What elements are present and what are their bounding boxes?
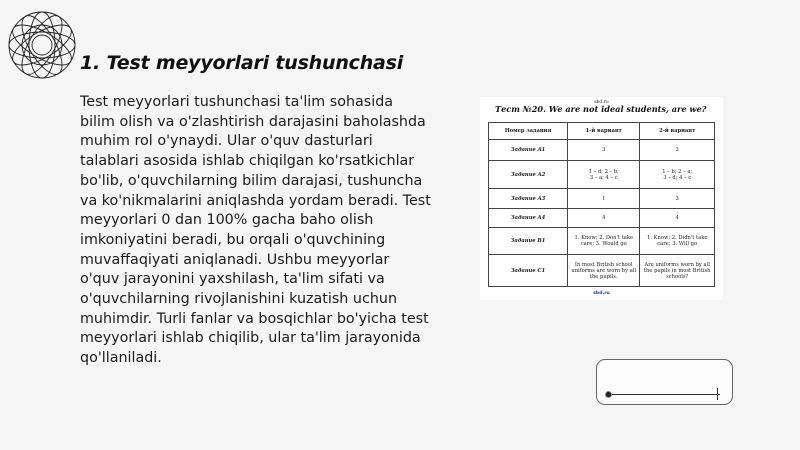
answer-table (488, 122, 715, 287)
variant-1-cell: 1. Know; 2. Don't take care; 3. Would go (568, 228, 640, 255)
variant-2-cell: 3 (640, 189, 715, 209)
table-row (489, 161, 715, 189)
variant-1-cell: 4 (568, 209, 640, 228)
task-cell: Задание C1 (489, 255, 568, 287)
task-cell: Задание A4 (489, 209, 568, 228)
table-row (489, 209, 715, 228)
header-task: Номер задания (489, 123, 568, 140)
answer-table-header (489, 123, 715, 140)
track-end-marker (717, 388, 718, 400)
variant-2-cell: Are uniforms worn by all the pupils in most British schools? (640, 255, 715, 287)
audio-player[interactable] (596, 359, 733, 405)
slide-title: 1. Test meyyorlari tushunchasi (80, 52, 404, 74)
image-caption-bottom: sbd.ru (593, 291, 610, 296)
table-row (489, 255, 715, 287)
variant-2-cell: 4 (640, 209, 715, 228)
variant-1-cell: 1 (568, 189, 640, 209)
seek-track[interactable] (612, 394, 720, 395)
header-variant-1: 1-й вариант (568, 123, 640, 140)
table-row (489, 140, 715, 161)
variant-2-cell: 1 – b; 2 – a; 3 – d; 4 – c (640, 161, 715, 189)
variant-2-cell: 3 (640, 140, 715, 161)
task-cell: Задание B1 (489, 228, 568, 255)
table-row (489, 228, 715, 255)
variant-1-cell: 3 (568, 140, 640, 161)
decorative-rosette-icon (4, 4, 80, 86)
test-title: Тест №20. We are not ideal students, are we? (495, 104, 707, 114)
image-caption-top: sbd.ru (594, 100, 609, 105)
header-variant-2: 2-й вариант (640, 123, 715, 140)
playhead-handle[interactable] (605, 391, 612, 398)
table-row (489, 189, 715, 209)
variant-1-cell: 1 – d; 2 – b; 3 – a; 4 – c (568, 161, 640, 189)
answer-key-image (480, 97, 723, 300)
task-cell: Задание A1 (489, 140, 568, 161)
slide-paragraph: Test meyyorlari tushunchasi ta'lim sohasida bilim olish va o'zlashtirish darajasini baholashda muhim rol o'ynaydi. Ular o'quv dasturlari talablari asosida ishlab chiqilgan ko'rsatkichlar bo'lib, o'quvchilarning bilim darajasi, tushuncha va ko'nikmalarini aniqlashda yordam beradi. Test meyyorlari 0 dan 100% gacha baho olish imkoniyatini beradi, bu orqali o'quvchining muvaffaqiyati aniqlanadi. Ushbu meyyorlar o'quv jarayonini yaxshilash, ta'lim sifati va o'quvchilarning rivojlanishini kuzatish uchun muhimdir. Turli fanlar va bosqichlar bo'yicha test meyyorlari ishlab chiqilib, ular ta'lim jarayonida qo'llaniladi. (80, 94, 431, 367)
task-cell: Задание A2 (489, 161, 568, 189)
variant-2-cell: 1. Know; 2. Didn't take care; 3. Will go (640, 228, 715, 255)
task-cell: Задание A3 (489, 189, 568, 209)
variant-1-cell: In most British school uniforms are worn by all the pupils. (568, 255, 640, 287)
